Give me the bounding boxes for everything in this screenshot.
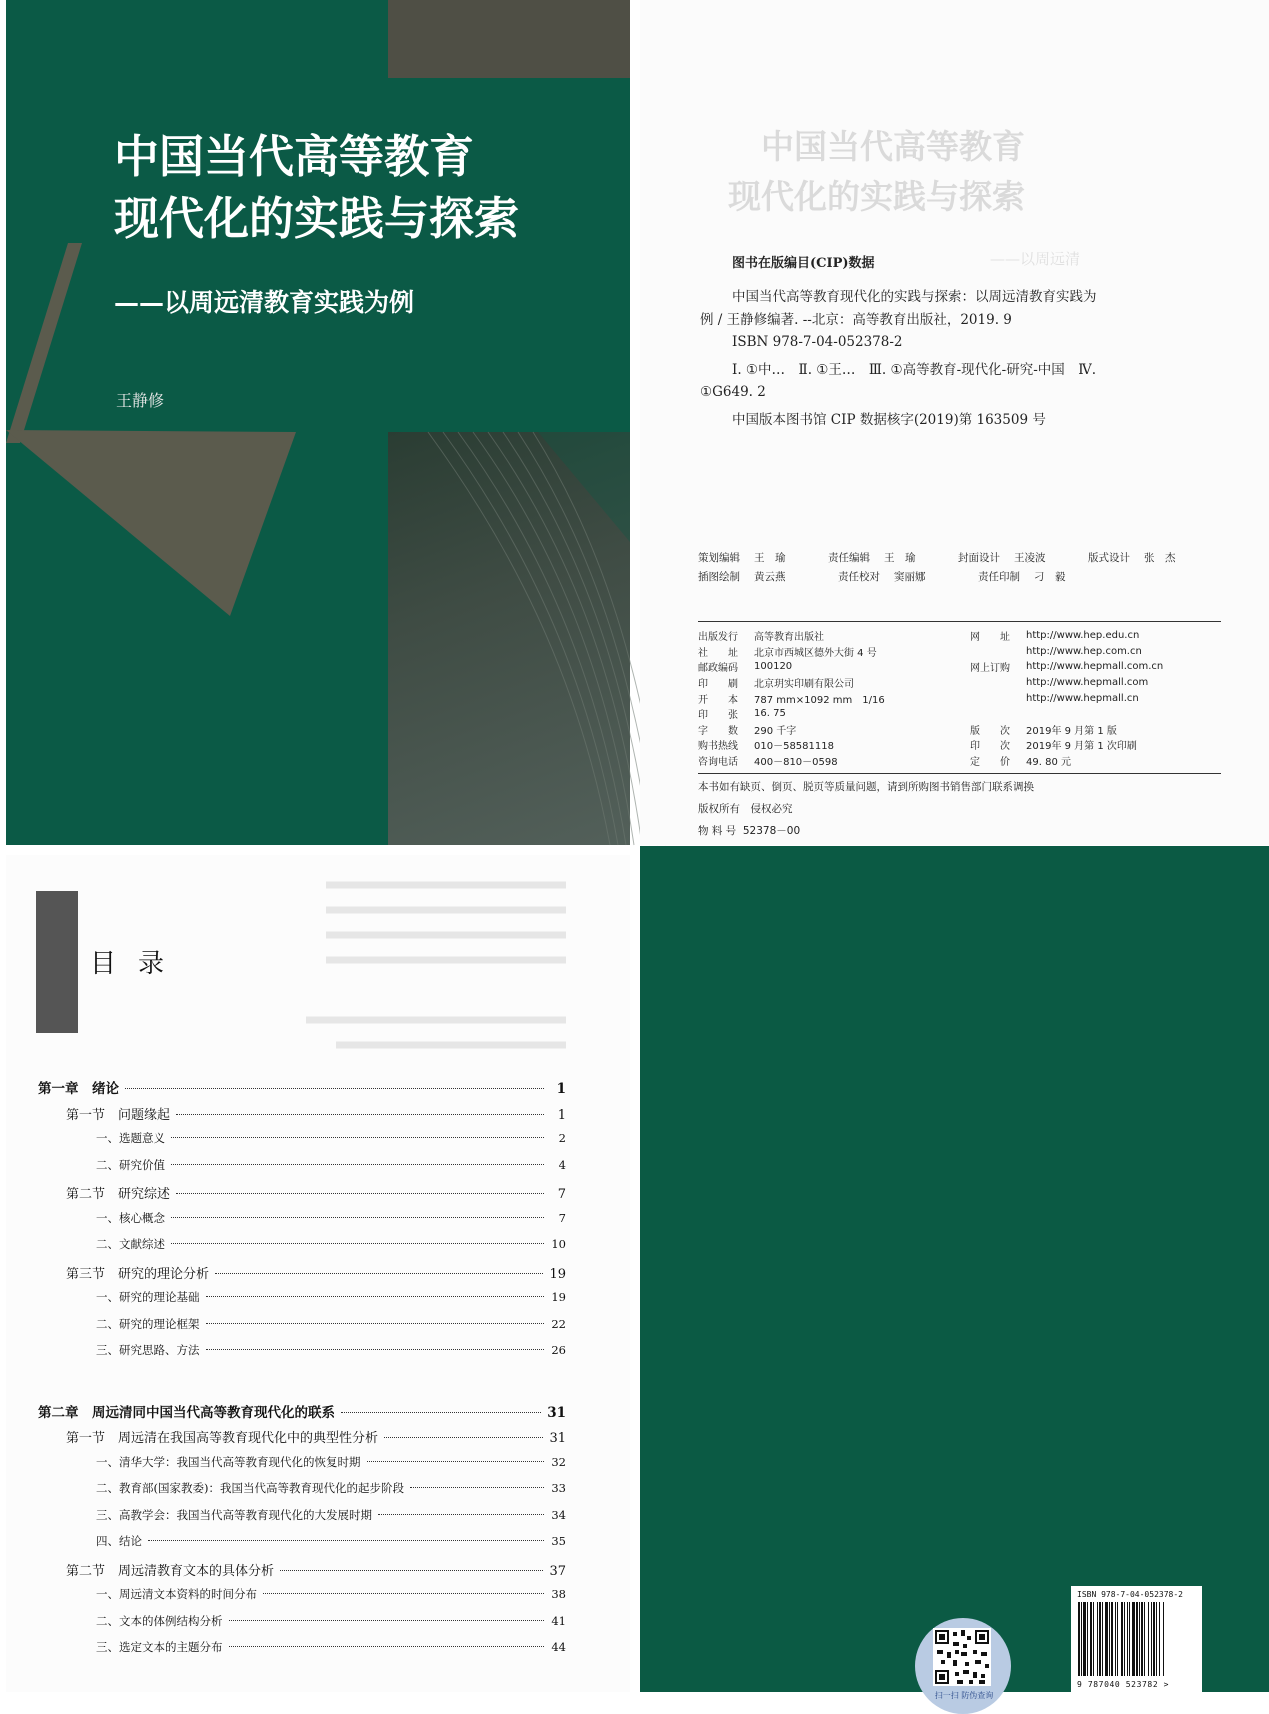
toc-entry[interactable] — [38, 1263, 566, 1282]
publishing-info-row — [970, 690, 1163, 706]
toc-entry[interactable] — [38, 1480, 566, 1496]
toc-page-number: 31 — [549, 1431, 566, 1446]
toc-leader-dots — [125, 1088, 544, 1089]
publishing-info-row — [970, 753, 1163, 769]
copyright-page — [640, 0, 1269, 845]
toc-leader-dots — [215, 1273, 543, 1274]
toc-page-number: 26 — [551, 1343, 566, 1357]
toc-page-number: 38 — [551, 1587, 566, 1601]
publishing-info-value: http://www.hep.edu.cn — [1026, 630, 1140, 642]
publishing-info-key: 邮政编码 — [698, 663, 738, 675]
toc-page-number: 32 — [551, 1454, 566, 1469]
toc-leader-dots — [410, 1487, 544, 1488]
show-through-line2: 现代化的实践与探索 — [728, 177, 1025, 216]
credit-role: 版式设计 — [1088, 552, 1130, 564]
toc-entry-label: 三、研究思路、方法 — [96, 1343, 200, 1357]
publishing-info-row — [970, 706, 1163, 722]
toc-page-number: 37 — [549, 1563, 566, 1579]
toc-entry[interactable] — [38, 1401, 566, 1421]
credit — [698, 550, 828, 565]
toc-page-number: 41 — [551, 1613, 566, 1628]
toc-marker-bar — [36, 891, 78, 1033]
credit-name: 窦丽娜 — [894, 571, 926, 583]
toc-leader-dots — [280, 1570, 543, 1571]
cover-decor-slash — [6, 243, 86, 443]
credits-row — [698, 567, 1218, 586]
toc-entry[interactable] — [38, 1130, 566, 1146]
toc-page-number: 31 — [547, 1404, 566, 1421]
cover-title — [114, 126, 614, 250]
toc-entry-label: 一、核心概念 — [96, 1210, 165, 1225]
cover-decor-block — [388, 432, 630, 845]
publishing-info-key: 版 次 — [970, 725, 1010, 737]
show-through-line1: 中国当代高等教育 — [761, 127, 1025, 166]
toc-page-number: 35 — [551, 1534, 566, 1548]
publishing-info-row — [970, 628, 1163, 644]
cip-line: 中国当代高等教育现代化的实践与探索：以周远清教育实践为例 / 王静修编著. --北京：高等教育出版社，2019. 9 — [700, 289, 1097, 328]
toc-leader-dots — [229, 1646, 545, 1647]
toc-leader-dots — [341, 1412, 541, 1413]
publishing-info-value: http://www.hep.com.cn — [1026, 645, 1142, 657]
publishing-info-key: 社 址 — [698, 647, 738, 659]
cip-line: Ⅰ. ①中… Ⅱ. ①王… Ⅲ. ①高等教育-现代化-研究-中国 Ⅳ. ①G649. 2 — [700, 361, 1097, 400]
publishing-info-key: 印 次 — [970, 741, 1010, 753]
cip-line: 中国版本图书馆 CIP 数据核字(2019)第 163509 号 — [732, 411, 1046, 428]
toc-leader-dots — [206, 1323, 545, 1324]
toc-leader-dots — [171, 1137, 544, 1138]
publishing-info-value: 49. 80 元 — [1026, 757, 1071, 769]
toc-page-number: 22 — [551, 1316, 566, 1331]
credit-name: 王 瑜 — [884, 552, 916, 564]
publishing-info-value: 北京市西城区德外大街 4 号 — [754, 647, 877, 659]
cip-record — [700, 286, 1100, 431]
publishing-info-value: http://www.hepmall.cn — [1026, 692, 1139, 704]
publishing-info-row — [698, 690, 885, 706]
publishing-info-key: 购书热线 — [698, 741, 738, 753]
toc-entry[interactable] — [38, 1533, 566, 1549]
publishing-info-key: 开 本 — [698, 694, 738, 706]
toc-page-number: 1 — [556, 1081, 566, 1097]
credits-row — [698, 548, 1218, 567]
toc-entry-label: 二、文献综述 — [96, 1237, 165, 1251]
toc-entry[interactable] — [38, 1507, 566, 1523]
publishing-info-value: 010－58581118 — [754, 741, 834, 753]
material-value: 52378－00 — [742, 825, 801, 837]
toc-page-number: 2 — [558, 1131, 566, 1145]
toc-entry[interactable] — [38, 1427, 566, 1446]
credit-role: 责任印制 — [978, 571, 1020, 583]
toc-entry-label: 第一章 绪论 — [38, 1081, 119, 1097]
toc-entry-label: 一、研究的理论基础 — [96, 1290, 200, 1304]
publishing-info-row — [698, 706, 885, 722]
publishing-info-value: http://www.hepmall.com — [1026, 677, 1149, 689]
back-cover — [640, 846, 1269, 1700]
toc-page-number: 34 — [551, 1507, 566, 1522]
cover-decor-rect — [388, 0, 630, 78]
toc-page-number: 44 — [551, 1640, 566, 1654]
toc-heading: 目录 — [90, 949, 187, 979]
show-through-subtitle: ——以周远清 — [990, 250, 1081, 268]
toc-leader-dots — [171, 1243, 544, 1244]
barcode-icon — [1076, 1602, 1197, 1678]
toc-entry-label: 第二节 周远清教育文本的具体分析 — [66, 1563, 275, 1579]
cover-subtitle: ——以周远清教育实践为例 — [114, 288, 415, 317]
publishing-info-row — [698, 628, 885, 644]
publishing-info-right — [970, 628, 1163, 768]
publishing-info-row — [970, 737, 1163, 753]
toc-entry[interactable] — [38, 1289, 566, 1305]
toc-leader-dots — [367, 1461, 545, 1462]
toc-entry[interactable] — [38, 1454, 566, 1470]
cover-author: 王静修 — [116, 391, 165, 410]
publishing-info-value: http://www.hepmall.com.cn — [1026, 661, 1164, 673]
credit — [978, 569, 1118, 584]
toc-leader-dots — [176, 1114, 544, 1115]
toc-page-number: 4 — [558, 1157, 566, 1172]
credit-role: 封面设计 — [958, 552, 1000, 564]
publishing-info-row — [698, 753, 885, 769]
toc-entry[interactable] — [38, 1342, 566, 1358]
publishing-info-key: 印 张 — [698, 710, 738, 722]
credit-role: 策划编辑 — [698, 552, 740, 564]
publishing-info-key: 网上订购 — [970, 663, 1010, 675]
divider — [698, 773, 1221, 774]
toc-leader-dots — [378, 1514, 544, 1515]
credit — [828, 550, 958, 565]
publishing-info-key: 定 价 — [970, 757, 1010, 769]
toc-entry[interactable] — [38, 1077, 566, 1097]
publishing-info-row — [970, 659, 1163, 675]
credit-name: 张 杰 — [1144, 552, 1176, 564]
toc-page-number: 33 — [551, 1481, 566, 1495]
publishing-info-value: 2019年 9 月第 1 版 — [1026, 725, 1117, 737]
toc-entry[interactable] — [38, 1236, 566, 1252]
toc-entry-label: 二、研究的理论框架 — [96, 1316, 200, 1331]
publishing-info-row — [970, 644, 1163, 660]
publishing-info-value: 2019年 9 月第 1 次印刷 — [1026, 741, 1137, 753]
credit-role: 责任校对 — [838, 571, 880, 583]
toc-entry-label: 二、文本的体例结构分析 — [96, 1613, 223, 1628]
credit-name: 刁 毅 — [1034, 571, 1066, 583]
qr-code-icon — [933, 1628, 991, 1686]
credit-role: 责任编辑 — [828, 552, 870, 564]
toc-leader-dots — [148, 1540, 544, 1541]
cover-title-line1: 中国当代高等教育 — [114, 130, 475, 183]
cip-line: ISBN 978-7-04-052378-2 — [732, 334, 903, 350]
publishing-info-key: 咨询电话 — [698, 757, 738, 769]
toc-entry[interactable] — [38, 1316, 566, 1332]
toc-page-number: 19 — [549, 1266, 566, 1282]
toc-entry-label: 二、教育部(国家教委)：我国当代高等教育现代化的起步阶段 — [96, 1481, 404, 1495]
rights-notice: 版权所有 侵权必究 — [698, 803, 793, 815]
credit-name: 王凌波 — [1014, 552, 1046, 564]
credit-role: 插图绘制 — [698, 571, 740, 583]
toc-entry-label: 三、高教学会：我国当代高等教育现代化的大发展时期 — [96, 1507, 372, 1522]
toc-entry[interactable] — [38, 1104, 566, 1123]
publishing-info-row — [698, 659, 885, 675]
toc-page-number: 7 — [558, 1210, 566, 1225]
toc-entry-label: 一、周远清文本资料的时间分布 — [96, 1587, 257, 1601]
toc-entry[interactable] — [38, 1183, 566, 1202]
toc-leader-dots — [263, 1593, 544, 1594]
credit — [958, 550, 1088, 565]
publishing-info-value: 高等教育出版社 — [754, 632, 824, 644]
toc-entry-label: 一、清华大学：我国当代高等教育现代化的恢复时期 — [96, 1454, 361, 1469]
publishing-info-row — [698, 675, 885, 691]
publishing-info-value: 290 千字 — [754, 725, 797, 737]
toc-entry-label: 二、研究价值 — [96, 1157, 165, 1172]
publishing-info-value: 100120 — [754, 661, 793, 673]
toc-leader-dots — [206, 1349, 545, 1350]
toc-entry-label: 第二节 研究综述 — [66, 1187, 171, 1202]
toc-entry-label: 四、结论 — [96, 1534, 142, 1548]
toc-entry-label: 第二章 周远清同中国当代高等教育现代化的联系 — [38, 1404, 335, 1421]
publishing-info-row — [698, 737, 885, 753]
publishing-info-key: 出版发行 — [698, 632, 738, 644]
material-number — [698, 823, 800, 838]
toc-page — [6, 855, 630, 1692]
isbn-label: ISBN 978-7-04-052378-2 — [1077, 1590, 1183, 1599]
front-cover — [6, 0, 630, 845]
publishing-info-key: 字 数 — [698, 725, 738, 737]
toc-entry[interactable] — [38, 1560, 566, 1579]
credit — [698, 569, 838, 584]
credit-name: 王 瑜 — [754, 552, 786, 564]
show-through-title — [725, 122, 1025, 222]
anti-counterfeit-sticker[interactable] — [915, 1618, 1011, 1714]
publishing-info-value: 北京玥实印刷有限公司 — [754, 679, 854, 691]
toc-entry-label: 第一节 周远清在我国高等教育现代化中的典型性分析 — [66, 1431, 379, 1446]
publishing-info-value: 16. 75 — [754, 708, 786, 720]
qr-caption: 扫一扫 防伪查询 — [934, 1691, 994, 1700]
publishing-info-row — [698, 722, 885, 738]
material-label: 物 料 号 — [698, 825, 737, 837]
toc-entry[interactable] — [38, 1613, 566, 1629]
toc-page-number: 10 — [551, 1237, 566, 1251]
isbn-barcode-box — [1071, 1586, 1202, 1692]
publishing-info-key: 网 址 — [970, 632, 1010, 644]
toc-entry-label: 第三节 研究的理论分析 — [66, 1266, 210, 1282]
toc-page-number: 19 — [551, 1290, 566, 1304]
divider — [698, 621, 1221, 622]
publishing-info-value: 400－810－0598 — [754, 757, 838, 769]
ean-digits: 9 787040 523782 > — [1077, 1680, 1170, 1689]
toc-entry[interactable] — [38, 1157, 566, 1173]
toc-entry-label: 第一节 问题缘起 — [66, 1107, 171, 1123]
publishing-info-left — [698, 628, 885, 768]
toc-entry-label: 一、选题意义 — [96, 1131, 165, 1145]
cover-decor-triangle — [6, 430, 296, 620]
toc-leader-dots — [176, 1193, 544, 1194]
toc-leader-dots — [171, 1217, 544, 1218]
publishing-info-row — [970, 722, 1163, 738]
toc-page-number: 1 — [557, 1107, 566, 1123]
credit — [838, 569, 978, 584]
credit — [1088, 550, 1218, 565]
publishing-info-row — [698, 644, 885, 660]
toc-entry-label: 三、选定文本的主题分布 — [96, 1640, 223, 1654]
toc-leader-dots — [206, 1296, 545, 1297]
toc-leader-dots — [229, 1620, 545, 1621]
toc-entry[interactable] — [38, 1210, 566, 1226]
publishing-info-key: 印 刷 — [698, 679, 738, 691]
toc-leader-dots — [171, 1164, 544, 1165]
publishing-info-row — [970, 675, 1163, 691]
publishing-info-value: 787 mm×1092 mm 1/16 — [754, 694, 885, 706]
toc-entry[interactable] — [38, 1639, 566, 1655]
toc-page-number: 7 — [557, 1187, 566, 1202]
cip-heading: 图书在版编目(CIP)数据 — [732, 256, 875, 271]
credit-name: 黄云燕 — [754, 571, 786, 583]
cover-title-line2: 现代化的实践与探索 — [114, 192, 520, 245]
editorial-credits — [698, 548, 1218, 586]
toc-entry[interactable] — [38, 1586, 566, 1602]
toc-leader-dots — [384, 1437, 543, 1438]
quality-notice: 本书如有缺页、倒页、脱页等质量问题，请到所购图书销售部门联系调换 — [698, 781, 1034, 793]
